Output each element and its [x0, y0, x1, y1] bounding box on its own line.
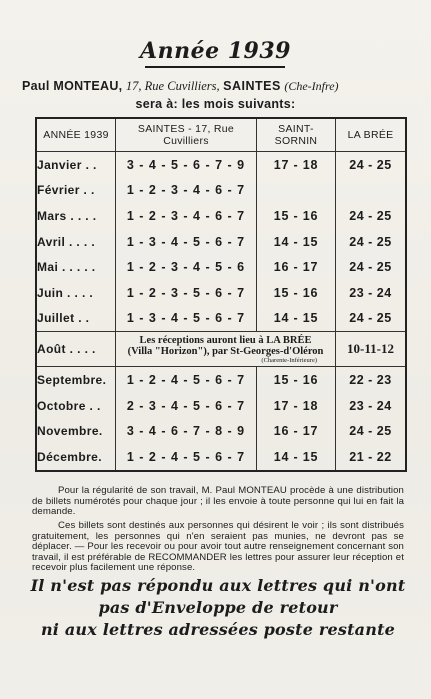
- table-row: [36, 306, 406, 332]
- table-row: [36, 254, 406, 280]
- saintes-days: 2 - 3 - 4 - 5 - 6 - 7: [116, 393, 257, 419]
- table-row: [36, 280, 406, 306]
- saintes-days: 3 - 4 - 5 - 6 - 7 - 9: [116, 152, 257, 178]
- closing-line-3: ni aux lettres adressées poste restante: [40, 620, 396, 639]
- bree-days: 24 - 25: [336, 306, 407, 332]
- sornin-days: 15 - 16: [257, 203, 336, 229]
- month-cell: Février . .: [36, 178, 116, 204]
- reception-notice: [116, 332, 336, 367]
- month-cell: Mars . . . .: [36, 203, 116, 229]
- sornin-days: 16 - 17: [257, 254, 336, 280]
- table-header-row: [36, 118, 406, 152]
- header-saintes: SAINTES - 17, Rue Cuvilliers: [116, 118, 257, 152]
- sornin-days: 16 - 17: [257, 418, 336, 444]
- bree-days: 24 - 25: [336, 203, 407, 229]
- table-row: [36, 444, 406, 471]
- table-row-aout: [36, 332, 406, 367]
- sornin-days: [257, 178, 336, 204]
- month-cell: Janvier . .: [36, 152, 116, 178]
- city-name: SAINTES: [223, 79, 281, 93]
- closing-line-2: pas d'Enveloppe de retour: [98, 598, 338, 617]
- bree-days: 23 - 24: [336, 280, 407, 306]
- saintes-days: 1 - 3 - 4 - 5 - 6 - 7: [116, 306, 257, 332]
- saintes-days: 3 - 4 - 6 - 7 - 8 - 9: [116, 418, 257, 444]
- bree-days: 24 - 25: [336, 418, 407, 444]
- bree-days: 22 - 23: [336, 367, 407, 393]
- street-address: 17, Rue Cuvilliers,: [125, 79, 220, 93]
- month-cell: Juin . . . .: [36, 280, 116, 306]
- person-name: Paul MONTEAU,: [22, 79, 123, 93]
- sornin-days: 15 - 16: [257, 367, 336, 393]
- month-cell: Août . . . .: [36, 332, 116, 367]
- schedule-table: [35, 117, 407, 472]
- saintes-days: 1 - 2 - 4 - 5 - 6 - 7: [116, 444, 257, 471]
- title-underline: [145, 66, 285, 68]
- header-la-bree: LA BRÉE: [336, 118, 407, 152]
- bree-days: 21 - 22: [336, 444, 407, 471]
- sornin-days: 17 - 18: [257, 152, 336, 178]
- sornin-days: 14 - 15: [257, 229, 336, 255]
- sornin-days: 14 - 15: [257, 306, 336, 332]
- saintes-days: 1 - 2 - 3 - 4 - 6 - 7: [116, 178, 257, 204]
- paragraph-instructions: Ces billets sont destinés aux personnes qui désirent le voir ; ils sont distribués gratuitement, les personnes qui n'en seraient pas munies, ne devront pas se déplacer. — Pour les recevoir ou pour avoir tout autre renseignement concernant son travail, il est préférable de RECOMMANDER les lettres pour assurer leur réception et recevoir plus facilement une réponse.: [32, 520, 404, 573]
- saintes-days: 1 - 3 - 4 - 5 - 6 - 7: [116, 229, 257, 255]
- sornin-days: 17 - 18: [257, 393, 336, 419]
- month-cell: Mai . . . . .: [36, 254, 116, 280]
- subtitle: sera à: les mois suivants:: [135, 97, 296, 111]
- table-row: [36, 203, 406, 229]
- sornin-days: 15 - 16: [257, 280, 336, 306]
- notice-line-3: (Charente-Inférieure): [261, 356, 317, 364]
- table-row: [36, 178, 406, 204]
- bree-days: 10-11-12: [336, 332, 407, 367]
- month-cell: Novembre.: [36, 418, 116, 444]
- sornin-days: 14 - 15: [257, 444, 336, 471]
- month-cell: Octobre . .: [36, 393, 116, 419]
- bree-days: [336, 178, 407, 204]
- bree-days: 24 - 25: [336, 152, 407, 178]
- bree-days: 23 - 24: [336, 393, 407, 419]
- notice-line-1: Les réceptions auront lieu à LA BRÉE: [139, 334, 312, 346]
- table-row: [36, 152, 406, 178]
- address-line: [22, 79, 422, 94]
- header-year: ANNÉE 1939: [36, 118, 116, 152]
- bree-days: 24 - 25: [336, 229, 407, 255]
- saintes-days: 1 - 2 - 3 - 5 - 6 - 7: [116, 280, 257, 306]
- table-row: [36, 393, 406, 419]
- bree-days: 24 - 25: [336, 254, 407, 280]
- table-row: [36, 418, 406, 444]
- saintes-days: 1 - 2 - 3 - 4 - 6 - 7: [116, 203, 257, 229]
- saintes-days: 1 - 2 - 4 - 5 - 6 - 7: [116, 367, 257, 393]
- closing-line-1: Il n'est pas répondu aux lettres qui n'ont: [30, 576, 406, 595]
- month-cell: Avril . . . .: [36, 229, 116, 255]
- notice-line-2: (Villa "Horizon"), par St-Georges-d'Oléron: [127, 345, 324, 357]
- saintes-days: 1 - 2 - 3 - 4 - 5 - 6: [116, 254, 257, 280]
- header-saint-sornin: SAINT-SORNIN: [257, 118, 336, 152]
- month-cell: Décembre.: [36, 444, 116, 471]
- table-row: [36, 229, 406, 255]
- department-name: (Che-Infre): [284, 79, 339, 93]
- table-row: [36, 367, 406, 393]
- document-title: Année 1939: [140, 38, 291, 64]
- month-cell: Juillet . .: [36, 306, 116, 332]
- paragraph-tickets: Pour la régularité de son travail, M. Paul MONTEAU procède à une distribution de billets numérotés pour chaque jour ; il les envoie à toute personne qui lui en fait la demande.: [32, 485, 404, 517]
- month-cell: Septembre.: [36, 367, 116, 393]
